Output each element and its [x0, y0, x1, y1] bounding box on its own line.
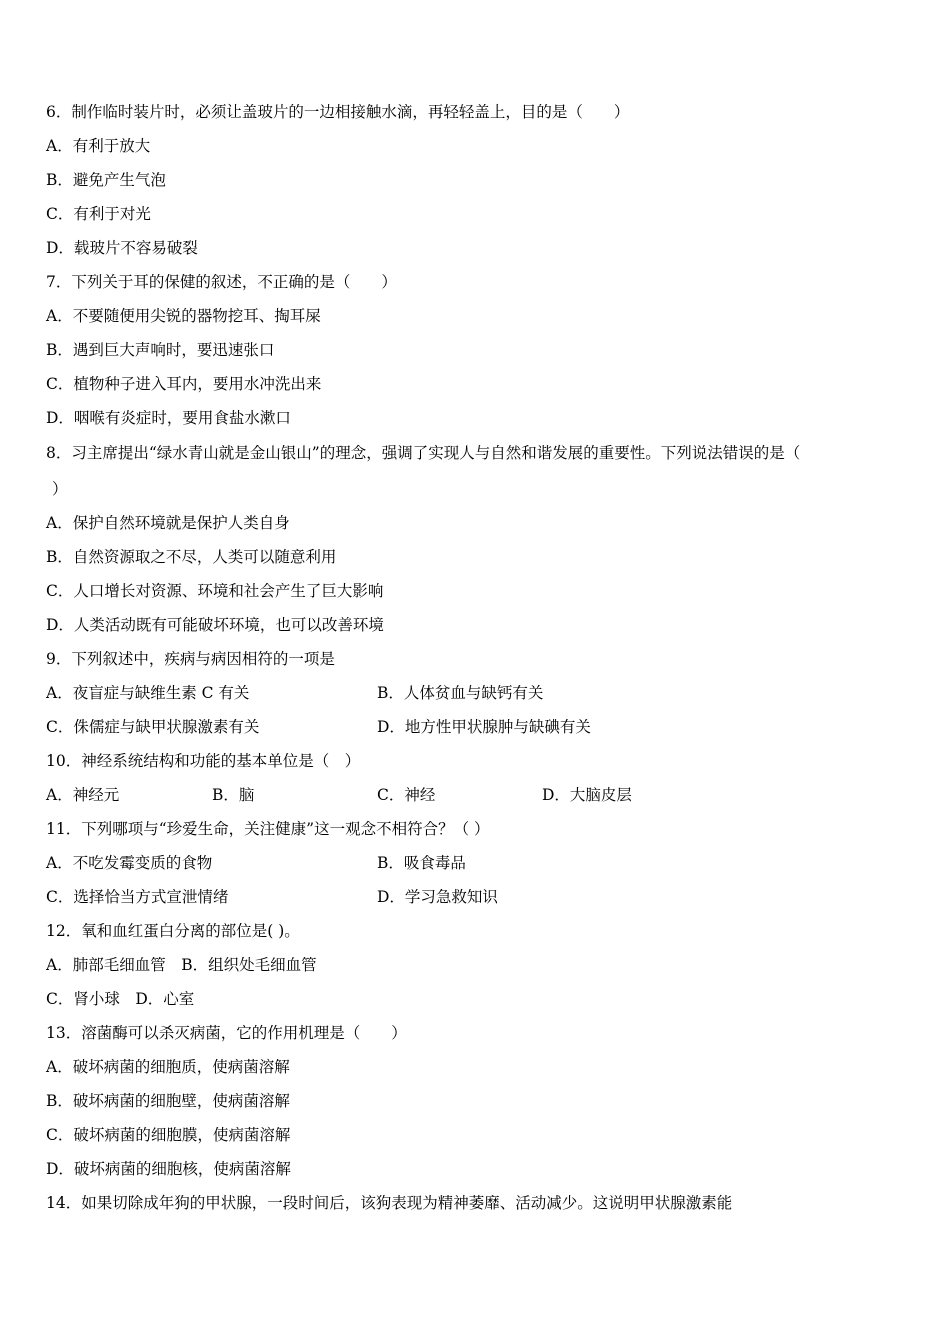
question-8-option-c: C．人口增长对资源、环境和社会产生了巨大影响 [46, 582, 384, 600]
question-11-stem: 11．下列哪项与“珍爱生命，关注健康”这一观念不相符合？（ ） [46, 820, 490, 838]
question-12-options-cd: C．肾小球 D．心室 [46, 990, 195, 1008]
question-12-options-ab: A．肺部毛细血管 B．组织处毛细血管 [46, 956, 317, 974]
question-6-option-b: B．避免产生气泡 [46, 171, 166, 189]
question-8-option-b: B．自然资源取之不尽，人类可以随意利用 [46, 548, 337, 566]
question-7-stem: 7．下列关于耳的保健的叙述，不正确的是（ ） [46, 273, 397, 291]
question-9-stem: 9．下列叙述中，疾病与病因相符的一项是 [46, 650, 335, 668]
question-6-option-c: C．有利于对光 [46, 205, 151, 223]
question-8-stem: 8．习主席提出“绿水青山就是金山银山”的理念，强调了实现人与自然和谐发展的重要性。下列说法错误的是（ [46, 444, 801, 462]
question-13-option-b: B．破坏病菌的细胞壁，使病菌溶解 [46, 1092, 290, 1110]
question-14-stem: 14．如果切除成年狗的甲状腺，一段时间后，该狗表现为精神萎靡、活动减少。这说明甲状腺激素能 [46, 1194, 733, 1212]
question-10-option-b: B．脑 [212, 786, 255, 804]
question-6-option-d: D．载玻片不容易破裂 [46, 239, 198, 257]
question-11-option-a: A．不吃发霉变质的食物 [46, 854, 213, 872]
question-9-option-d: D．地方性甲状腺肿与缺碘有关 [377, 718, 591, 736]
question-7-option-c: C．植物种子进入耳内，要用水冲洗出来 [46, 375, 322, 393]
question-8-stem-continuation: ） [52, 480, 68, 498]
question-13-option-d: D．破坏病菌的细胞核，使病菌溶解 [46, 1160, 291, 1178]
question-7-option-a: A．不要随便用尖锐的器物挖耳、掏耳屎 [46, 307, 321, 325]
question-7-option-b: B．遇到巨大声响时，要迅速张口 [46, 341, 275, 359]
question-13-option-a: A．破坏病菌的细胞质，使病菌溶解 [46, 1058, 290, 1076]
question-11-option-d: D．学习急救知识 [377, 888, 498, 906]
question-10-option-a: A．神经元 [46, 786, 120, 804]
question-9-option-a: A．夜盲症与缺维生素 C 有关 [46, 684, 250, 702]
question-10-stem: 10．神经系统结构和功能的基本单位是（ ） [46, 752, 361, 770]
question-11-option-c: C．选择恰当方式宣泄情绪 [46, 888, 229, 906]
question-6-stem: 6．制作临时装片时，必须让盖玻片的一边相接触水滴，再轻轻盖上，目的是（ ） [46, 103, 630, 121]
question-8-option-d: D．人类活动既有可能破坏环境，也可以改善环境 [46, 616, 384, 634]
question-6-option-a: A．有利于放大 [46, 137, 151, 155]
question-7-option-d: D．咽喉有炎症时，要用食盐水漱口 [46, 409, 291, 427]
question-9-option-c: C．侏儒症与缺甲状腺激素有关 [46, 718, 260, 736]
question-12-stem: 12．氧和血红蛋白分离的部位是( )。 [46, 922, 300, 940]
question-10-option-c: C．神经 [377, 786, 436, 804]
question-13-stem: 13．溶菌酶可以杀灭病菌，它的作用机理是（ ） [46, 1024, 407, 1042]
question-8-option-a: A．保护自然环境就是保护人类自身 [46, 514, 290, 532]
question-11-option-b: B．吸食毒品 [377, 854, 466, 872]
question-9-option-b: B．人体贫血与缺钙有关 [377, 684, 544, 702]
question-13-option-c: C．破坏病菌的细胞膜，使病菌溶解 [46, 1126, 291, 1144]
question-10-option-d: D．大脑皮层 [542, 786, 632, 804]
